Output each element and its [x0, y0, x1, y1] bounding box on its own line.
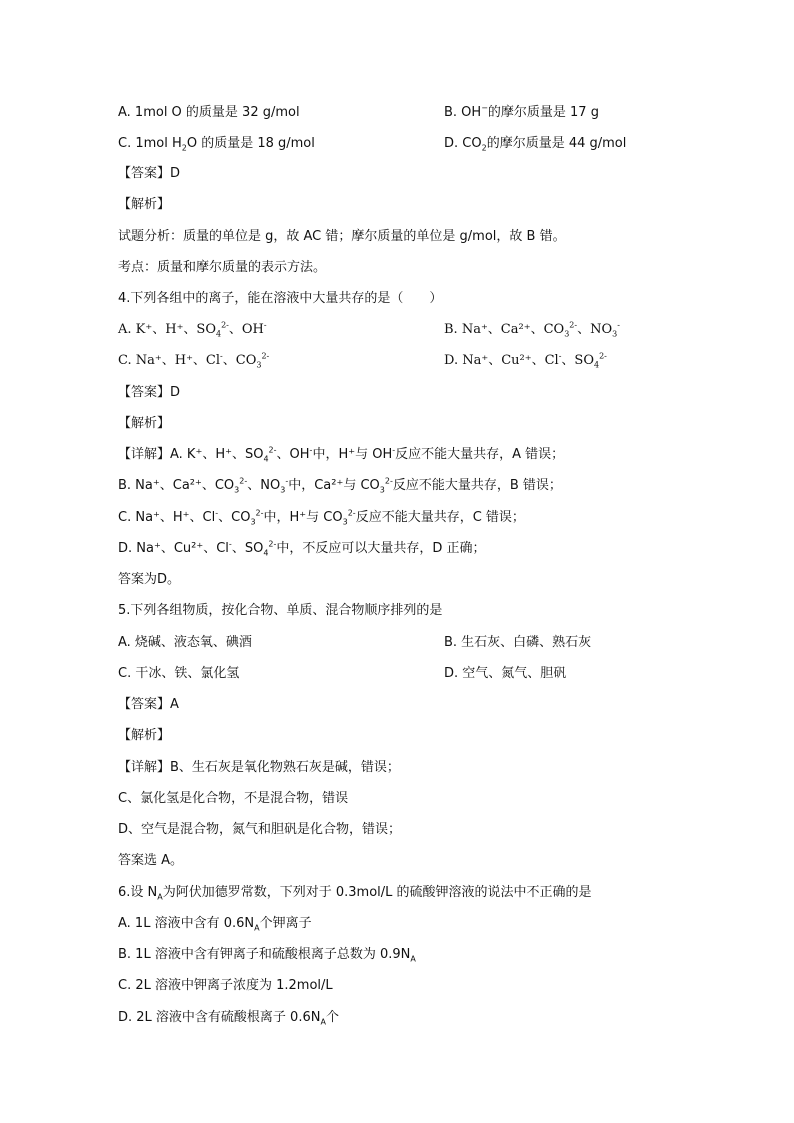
q4-option-d: D. Na⁺、Cu²⁺、Cl-、$SO_4^{2-}$: [444, 351, 607, 370]
q5-detail-3: D、空气是混合物，氮气和胆矾是化合物，错误；: [118, 822, 402, 837]
q4-option-b: B. Na⁺、Ca²⁺、$CO_3^{2-}$、$NO_3^-$: [444, 320, 620, 339]
q4-analysis-label: 【解析】: [118, 416, 171, 431]
q4-answer: 【答案】D: [118, 385, 181, 400]
q6-stem: 6.设 $N_A$为阿伏加德罗常数，下列对于 0.3mol/L 的硫酸钾溶液的说法中不正确的是: [118, 885, 592, 902]
q5-answer: 【答案】A: [118, 697, 179, 712]
q6-option-a: A. 1L 溶液中含有 $0.6N_A$个钾离子: [118, 916, 312, 933]
q3-option-d: D. $CO_2$的摩尔质量是 44 g/mol: [444, 136, 627, 153]
q5-detail-2: C、氯化氢是化合物，不是混合物，错误: [118, 791, 349, 806]
q4-option-a: A. K⁺、H⁺、$SO_4^{2-}$、OH-: [118, 320, 267, 339]
q5-option-c: C. 干冰、铁、氯化氢: [118, 666, 240, 681]
q3-analysis-text: 试题分析：质量的单位是 g，故 AC 错；摩尔质量的单位是 g/mol，故 B 错。: [118, 229, 566, 244]
q6-option-c: C. 2L 溶液中钾离子浓度为 1.2mol/L: [118, 978, 333, 993]
q5-detail-1: 【详解】B、生石灰是氧化物熟石灰是碱，错误；: [118, 760, 400, 775]
q4-stem: 4.下列各组中的离子，能在溶液中大量共存的是（ ）: [118, 291, 443, 306]
q4-conclusion: 答案为D。: [118, 572, 181, 587]
q4-detail-c: C. Na⁺、H⁺、Cl-、$CO_3^{2-}$中，H⁺与 $CO_3^{2-}$反应不能大量共存，C 错误；: [118, 508, 525, 527]
q4-detail-b: B. Na⁺、Ca²⁺、$CO_3^{2-}$、$NO_3^-$中，Ca²⁺与 $CO_3^{2-}$反应不能大量共存，B 错误；: [118, 476, 562, 495]
q3-option-c: C. 1mol $H_2O$ 的质量是 18 g/mol: [118, 136, 315, 153]
q3-option-b: B. OH−的摩尔质量是 17 g: [444, 103, 599, 120]
q5-conclusion: 答案选 A。: [118, 853, 184, 868]
q4-option-c: C. Na⁺、H⁺、Cl-、$CO_3^{2-}$: [118, 351, 270, 370]
q3-option-a: A. 1mol O 的质量是 32 g/mol: [118, 105, 300, 120]
q4-detail-a: 【详解】A. K⁺、H⁺、$SO_4^{2-}$、OH-中，H⁺与 OH-反应不能大量共存，A 错误；: [118, 445, 565, 464]
q4-detail-d: D. Na⁺、Cu²⁺、Cl-、$SO_4^{2-}$中，不反应可以大量共存，D 正确；: [118, 539, 486, 558]
q3-answer: 【答案】D: [118, 166, 181, 181]
q5-option-b: B. 生石灰、白磷、熟石灰: [444, 635, 592, 650]
q5-stem: 5.下列各组物质，按化合物、单质、混合物顺序排列的是: [118, 603, 443, 618]
q6-option-b: B. 1L 溶液中含有钾离子和硫酸根离子总数为 $0.9N_A$: [118, 947, 416, 964]
q3-analysis-label: 【解析】: [118, 197, 171, 212]
q5-analysis-label: 【解析】: [118, 728, 171, 743]
q3-key-point: 考点：质量和摩尔质量的表示方法。: [118, 260, 327, 275]
q6-option-d: D. 2L 溶液中含有硫酸根离子 $0.6N_A$个: [118, 1010, 339, 1027]
q5-option-a: A. 烧碱、液态氧、碘酒: [118, 635, 252, 650]
q5-option-d: D. 空气、氮气、胆矾: [444, 666, 567, 681]
